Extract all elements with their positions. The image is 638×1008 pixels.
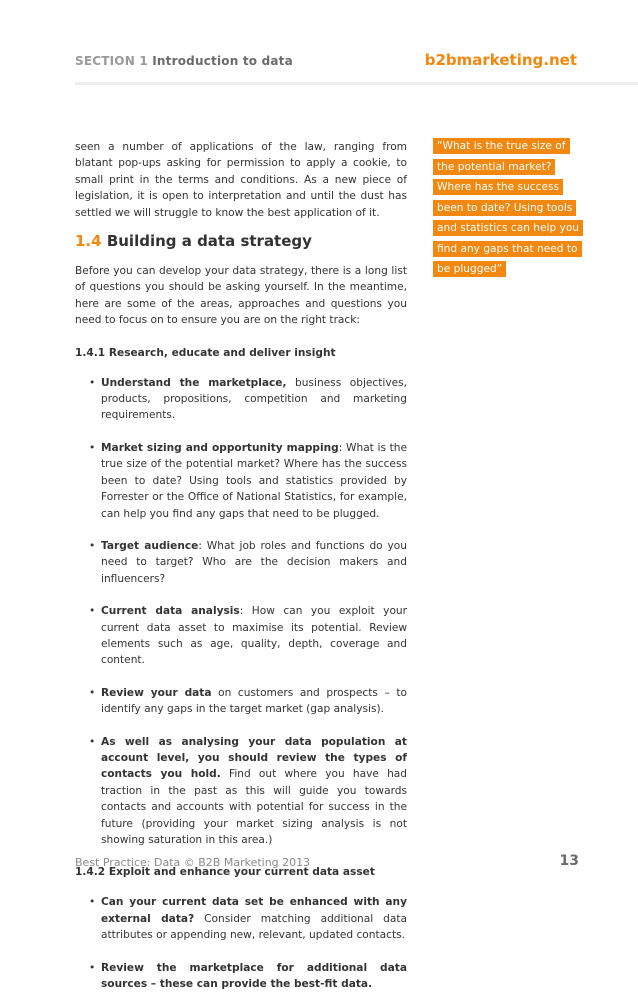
bullet-list-1-4-2 [75,894,407,992]
bullet-bold: Understand the marketplace, [101,376,287,389]
list-item [87,538,407,587]
intro-paragraph: seen a number of applications of the law, ranging from blatant pop-ups asking for permission to apply a cookie, to small print in the terms and conditions. As a new piece of legislation, it is open to interpretation and until the dust has settled we will struggle to know the best application of it. [75,141,407,219]
bullet-text: Consider matching additional data attributes or appending new, relevant, updated contacts. [101,912,408,942]
bullet-bold: As well as analysing your data population at account level, you should review the types of contacts you hold. [101,735,407,781]
list-item [87,734,407,849]
list-item [87,603,407,669]
list-item [87,960,407,993]
brand-website[interactable]: b2bmarketing.net [424,51,577,69]
section-heading [75,54,293,68]
section-heading-1-4 [75,231,407,251]
subsection-heading-1-4-2: 1.4.2 Exploit and enhance your current data asset [75,866,375,879]
section-title-text: Building a data strategy [106,232,312,251]
header-divider [75,82,638,85]
page-number: 13 [559,853,579,869]
bullet-bold: Market sizing and opportunity mapping [101,441,339,454]
pull-quote-text: “What is the true size of the potential market? Where has the success been to date? Using tools and statistics can help you find any gaps that need to be plugged” [433,138,583,277]
section-label: SECTION 1 [75,54,148,68]
list-item [87,375,407,424]
bullet-text: business objectives, products, propositions, competition and marketing requirements. [101,376,407,422]
section-title: Introduction to data [152,54,293,68]
bullet-text: : What is the true size of the potential market? Where has the success been to date? Using tools and statistics provided by Forrester or the Office of National Statistics, for example, can help you find any gaps that need to be plugged. [101,441,407,520]
bullet-bold: Review the marketplace for additional data sources – these can provide the best-fit data. [101,961,407,991]
bullet-list-1-4-1 [75,375,407,849]
bullet-text: Find out where you have had traction in the past as this will guide you towards contacts and accounts with potential for success in the future (providing your market sizing analysis is not showing saturation in this area.) [101,768,407,846]
section-number: 1.4 [75,232,102,251]
list-item [87,440,407,522]
pull-quote [433,136,583,280]
bullet-bold: Current data analysis [101,605,240,618]
footer-text: Best Practice: Data © B2B Marketing 2013 [75,856,311,869]
strategy-intro-paragraph: Before you can develop your data strategy, there is a long list of questions you should be asking yourself. In the meantime, here are some of the areas, approaches and questions you need to focus on to ensure you are on the right track: [75,265,407,327]
main-column [75,139,407,1008]
bullet-text: on customers and prospects – to identify any gaps in the target market (gap analysis). [101,686,407,716]
list-item [87,685,407,718]
bullet-bold: Review your data [101,686,212,699]
bullet-bold: Target audience [101,539,199,552]
bullet-bold: Can your current data set be enhanced with any external data? [101,896,407,925]
bullet-text: : How can you exploit your current data asset to maximise its potential. Review elements such as age, quality, depth, coverage and content. [101,605,407,667]
subsection-heading-1-4-1: 1.4.1 Research, educate and deliver insight [75,346,336,359]
bullet-text: : What job roles and functions do you need to target? Who are the decision makers and influencers? [101,539,407,585]
